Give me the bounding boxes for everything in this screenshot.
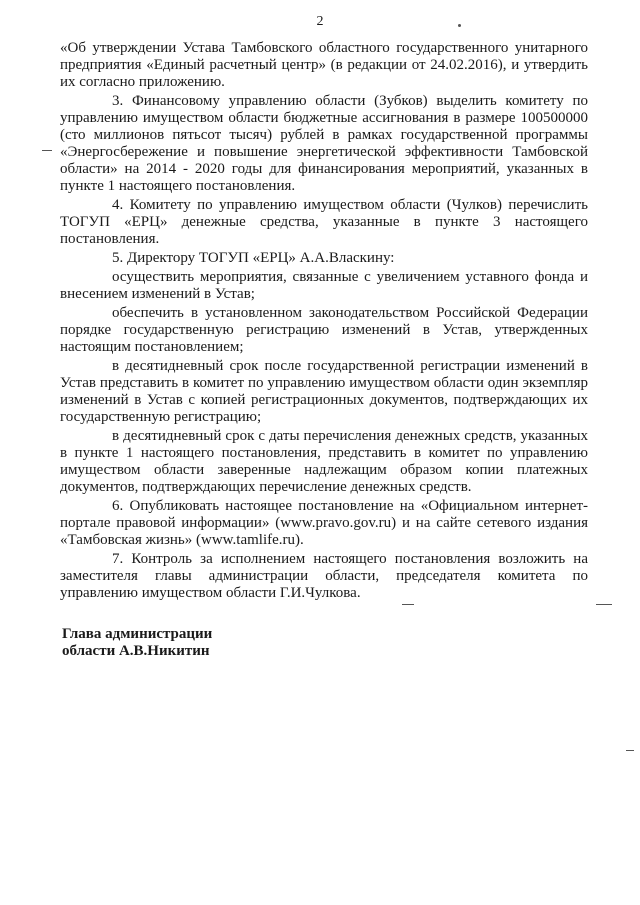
paragraph-5-item-4: в десятидневный срок с даты перечисления денежных средств, указанных в пункте 1 настоящего постановления, представить в комитет по управлению имуществом области заверенные надлежащим образом копии платежных документов, подтверждающих перечисление денежных средств. xyxy=(60,428,588,495)
paragraph-5-item-2: обеспечить в установленном законодательством Российской Федерации порядке государственную регистрацию изменений в Устав, утвержденных настоящим постановлением; xyxy=(60,305,588,355)
document-body xyxy=(60,40,588,602)
paragraph-5-item-1: осуществить мероприятия, связанные с увеличением уставного фонда и внесением изменений в Устав; xyxy=(60,269,588,302)
paragraph-7: 7. Контроль за исполнением настоящего постановления возложить на заместителя главы администрации области, председателя комитета по управлению имуществом области Г.И.Чулкова. xyxy=(60,551,588,601)
signature-title: Глава администрации xyxy=(62,626,213,642)
scan-mark xyxy=(42,150,52,151)
scan-mark xyxy=(402,604,414,605)
scan-mark xyxy=(596,604,612,605)
scan-mark xyxy=(458,24,461,27)
paragraph-3: 3. Финансовому управлению области (Зубков) выделить комитету по управлению имуществом области бюджетные ассигнования в размере 100500000 (сто миллионов пятьсот тысяч) рублей в рамках государственной программы «Энергосбережение и повышение энергетической эффективности Тамбовской области» на 2014 - 2020 годы для финансирования мероприятий, указанных в пункте 1 настоящего постановления. xyxy=(60,93,588,194)
signature-name: области А.В.Никитин xyxy=(62,643,210,659)
page-number: 2 xyxy=(316,14,324,29)
scan-mark xyxy=(626,750,634,751)
signature-block xyxy=(62,626,212,660)
paragraph-5-item-3: в десятидневный срок после государственной регистрации изменений в Устав представить в комитет по управлению имуществом области один экземпляр изменений в Устав с копией регистрационных документов, подтверждающих их государственную регистрацию; xyxy=(60,358,588,425)
paragraph-4: 4. Комитету по управлению имуществом области (Чулков) перечислить ТОГУП «ЕРЦ» денежные средства, указанные в пункте 3 настоящего постановления. xyxy=(60,197,588,247)
paragraph-6: 6. Опубликовать настоящее постановление на «Официальном интернет-портале правовой информации» (www.pravo.gov.ru) и на сайте сетевого издания «Тамбовская жизнь» (www.tamlife.ru). xyxy=(60,498,588,548)
paragraph-5: 5. Директору ТОГУП «ЕРЦ» А.А.Власкину: xyxy=(112,250,395,266)
paragraph-continuation: «Об утверждении Устава Тамбовского областного государственного унитарного предприятия «Единый расчетный центр» (в редакции от 24.02.2016), и утвердить их согласно приложению. xyxy=(60,40,588,90)
